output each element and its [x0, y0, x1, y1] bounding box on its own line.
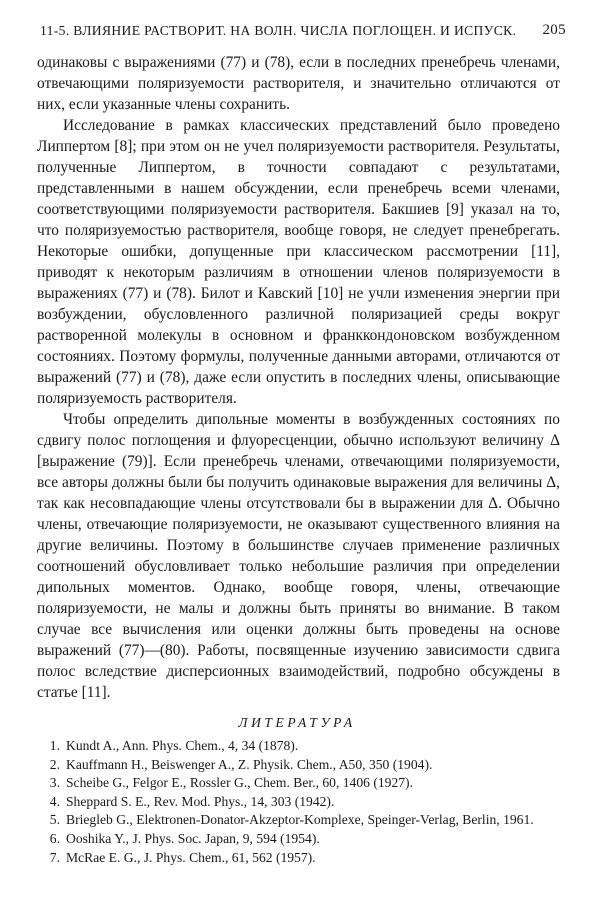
reference-item — [34, 849, 560, 868]
reference-number: 4. — [49, 793, 60, 809]
reference-item — [34, 737, 560, 756]
literature-heading: ЛИТЕРАТУРА — [238, 715, 356, 730]
reference-item — [34, 774, 560, 793]
running-title: 11-5. ВЛИЯНИЕ РАСТВОРИТ. НА ВОЛН. ЧИСЛА ПОГЛОЩЕН. И ИСПУСК. — [40, 23, 517, 38]
reference-text: McRae E. G., J. Phys. Chem., 61, 562 (1957). — [66, 849, 316, 865]
reference-item — [34, 830, 560, 849]
reference-item — [34, 793, 560, 812]
paragraph: Исследование в рамках классических представлений было проведено Липпертом [8]; при этом он не учел поляризуемости растворителя. Результаты, полученные Липпертом, в точности совпадают с результатами, представленными в нашем обсуждении, если пренебречь всеми членами, соответствующими поляризуемости растворителя. Бакшиев [9] указал на то, что поляризуемостью растворителя, вообще говоря, не следует пренебрегать. Некоторые ошибки, допущенные при классическом рассмотрении [11], приводят к некоторым различиям в отношении членов поляризуемости в выражениях (77) и (78). Билот и Кавский [10] не учли изменения энергии при возбуждении, обусловленного различной поляризацией среды вокруг растворенной молекулы в основном и франккондоновском возбужденном состояниях. Поэтому формулы, полученные данными авторами, отличаются от выражений (77) и (78), даже если опустить в последних члены, описывающие поляризуемость растворителя. — [37, 117, 560, 407]
reference-text: Scheibe G., Felgor E., Rossler G., Chem. Ber., 60, 1406 (1927). — [66, 775, 413, 791]
reference-number: 7. — [49, 849, 60, 865]
reference-text: Kundt A., Ann. Phys. Chem., 4, 34 (1878). — [66, 738, 299, 753]
running-header — [34, 0, 566, 52]
reference-item — [34, 756, 560, 775]
reference-text: Kauffmann H., Beiswenger A., Z. Physik. Chem., A50, 350 (1904). — [66, 756, 433, 772]
reference-text: Briegleb G., Elektronen-Donator-Akzeptor-Komplexe, Speinger-Verlag, Berlin, 1961. — [66, 812, 534, 828]
page-number: 205 — [542, 22, 566, 38]
reference-number: 5. — [49, 812, 60, 828]
reference-number: 1. — [49, 738, 60, 753]
reference-item — [34, 811, 560, 830]
reference-text: Ooshika Y., J. Phys. Soc. Japan, 9, 594 (1954). — [66, 830, 320, 846]
reference-number: 3. — [49, 775, 60, 791]
paragraph-continued: одинаковы с выражениями (77) и (78), если в последних пренебречь членами, отвечающими поляризуемости растворителя, и значительно отличаются от них, если указанные члены сохранить. — [37, 54, 560, 113]
reference-number: 2. — [49, 756, 60, 772]
paragraph: Чтобы определить дипольные моменты в возбужденных состояниях по сдвигу полос поглощения и флуоресценции, обычно используют величину Δ [выражение (79)]. Если пренебречь членами, отвечающими поляризуемости, все авторы должны были бы получить одинаковые выражения для величины Δ, так как несовпадающие члены отсутствовали бы в выражении для Δ. Обычно члены, отвечающие поляризуемости, не оказывают существенного влияния на другие величины. Поэтому в большинстве случаев применение различных соотношений обусловливает только небольшие различия при определении дипольных моментов. Однако, вообще говоря, члены, отвечающие поляризуемости, не малы и должны быть приняты во внимание. В таком случае все вычисления или оценки должны быть проведены на основе выражений (77)—(80). Работы, посвященные изучению зависимости сдвига полос вследствие дисперсионных взаимодействий, подробно обсуждены в статье [11]. — [37, 411, 560, 701]
reference-list — [34, 737, 560, 867]
reference-text: Sheppard S. E., Rev. Mod. Phys., 14, 303 (1942). — [66, 793, 335, 809]
body-text — [37, 52, 560, 703]
reference-number: 6. — [49, 830, 60, 846]
